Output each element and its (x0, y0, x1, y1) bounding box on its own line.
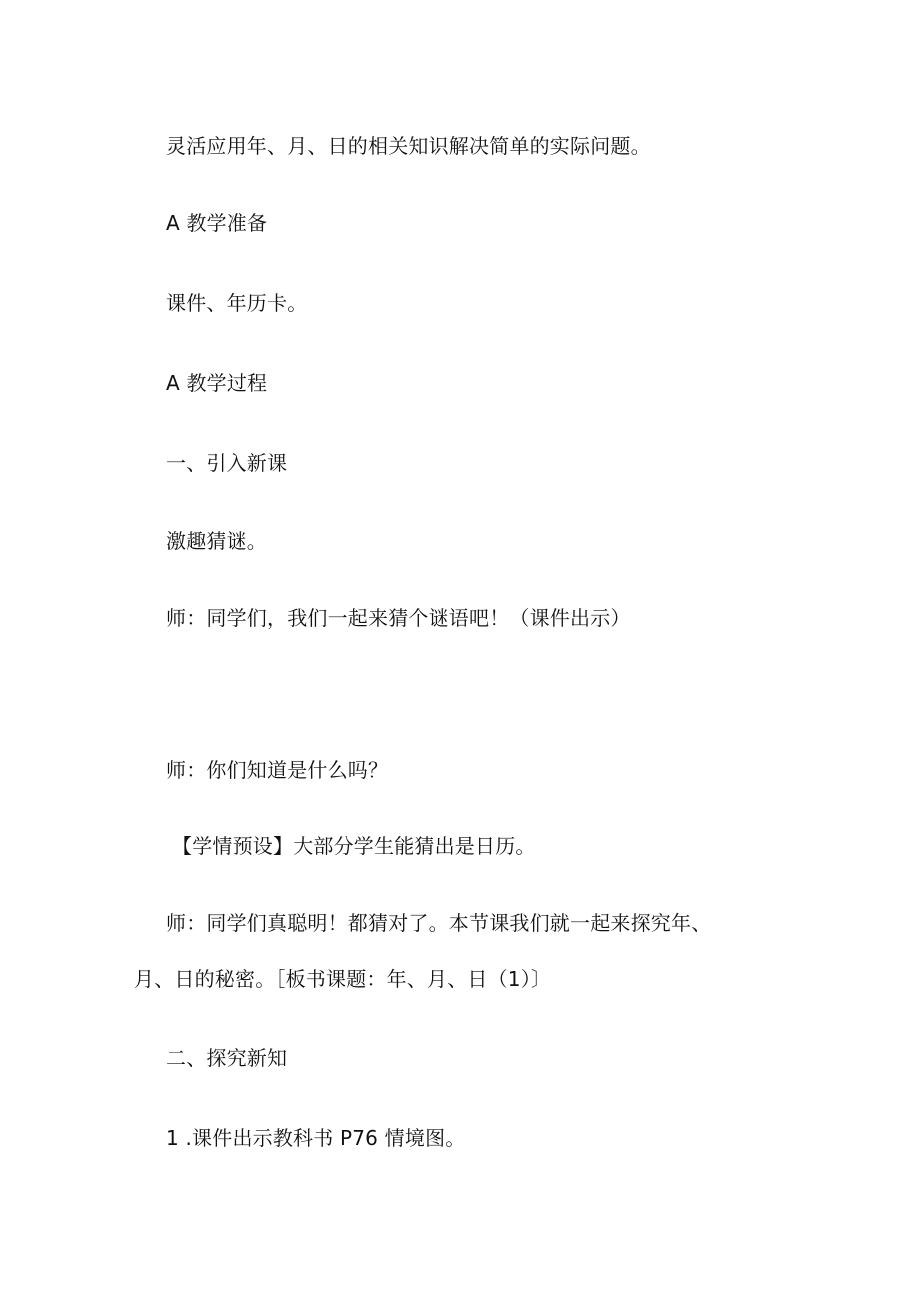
heading-teaching-process: A 教学过程 (166, 371, 268, 395)
heading-teaching-preparation: A 教学准备 (166, 211, 268, 235)
paragraph-objective: 灵活应用年、月、日的相关知识解决简单的实际问题。 (166, 134, 651, 158)
paragraph-riddle: 激趣猜谜。 (166, 529, 267, 553)
paragraph-student-prediction: 【学情预设】大部分学生能猜出是日历。 (172, 834, 536, 858)
paragraph-step-one: 1 .课件出示教科书 P76 情境图。 (166, 1126, 466, 1150)
paragraph-teacher-question: 师：你们知道是什么吗？ (166, 758, 389, 782)
section-heading-intro: 一、引入新课 (166, 451, 288, 475)
paragraph-teacher-praise-continued: 月、日的秘密。［板书课题：年、月、日（1）〕 (134, 967, 552, 991)
paragraph-teacher-riddle: 师：同学们，我们一起来猜个谜语吧！（课件出示） (166, 606, 631, 630)
paragraph-teacher-praise: 师：同学们真聪明！都猜对了。本节课我们就一起来探究年、 (166, 911, 712, 935)
paragraph-materials: 课件、年历卡。 (166, 291, 308, 315)
section-heading-explore: 二、探究新知 (166, 1046, 288, 1070)
